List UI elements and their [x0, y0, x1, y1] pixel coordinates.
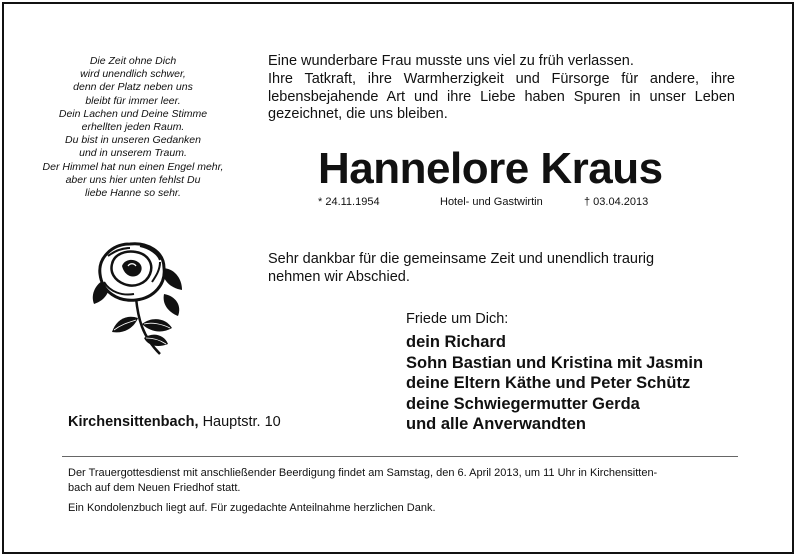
poem-line: und in unserem Traum.	[79, 147, 187, 160]
intro-line: gezeichnet, die uns bleiben.	[268, 106, 448, 123]
service-info	[68, 466, 733, 495]
address-street: Hauptstr. 10	[202, 414, 281, 430]
deceased-name: Hannelore Kraus	[318, 144, 663, 193]
poem-line: Du bist in unseren Gedanken	[64, 134, 201, 147]
family-heading: Friede um Dich:	[406, 311, 509, 327]
occupation: Hotel- und Gastwirtin	[440, 196, 543, 208]
rose-icon	[78, 238, 188, 358]
intro-line: Eine wunderbare Frau musste uns viel zu früh verlassen.	[268, 53, 634, 69]
memorial-poem	[18, 55, 248, 200]
poem-line: Die Zeit ohne Dich	[89, 55, 177, 67]
death-date: † 03.04.2013	[584, 196, 649, 208]
intro-line: Ihre Tatkraft, ihre Warmherzigkeit und Fürsorge für andere, ihre	[268, 70, 735, 87]
farewell-line: nehmen wir Abschied.	[268, 269, 410, 285]
address-town: Kirchensittenbach,	[68, 414, 199, 430]
service-notes	[68, 466, 733, 516]
poem-line: Der Himmel hat nun einen Engel mehr,	[42, 160, 224, 173]
mourner: und alle Anverwandten	[406, 415, 587, 433]
poem-line: wird unendlich schwer,	[80, 68, 186, 81]
condolence-info: Ein Kondolenzbuch liegt auf. Für zugedachte Anteilnahme herzlichen Dank.	[68, 502, 436, 514]
divider-line	[62, 456, 738, 457]
mourners-list	[406, 332, 703, 435]
intro-line: lebensbejahende Art und ihre Liebe haben Spuren in unser Leben	[268, 88, 735, 105]
poem-line: denn der Platz neben uns	[73, 81, 193, 94]
poem-line: bleibt für immer leer.	[85, 94, 181, 107]
service-info-line: Der Trauergottesdienst mit anschließender Beerdigung findet am Samstag, den 6. April 2013, um 11 Uhr in Kirchensitten-	[68, 467, 658, 479]
poem-line: erhellten jeden Raum.	[81, 121, 185, 134]
intro-text	[268, 53, 735, 124]
mourner: dein Richard	[406, 333, 506, 351]
poem-line: liebe Hanne so sehr.	[85, 187, 181, 200]
mourner: deine Eltern Käthe und Peter Schütz	[406, 374, 691, 392]
address	[68, 414, 281, 430]
mourner: deine Schwiegermutter Gerda	[406, 394, 640, 413]
mourner: Sohn Bastian und Kristina mit Jasmin	[406, 353, 704, 372]
service-info-line: bach auf dem Neuen Friedhof statt.	[68, 481, 241, 494]
farewell-line: Sehr dankbar für die gemeinsame Zeit und unendlich traurig	[268, 251, 655, 267]
farewell-text	[268, 250, 654, 286]
birth-date: * 24.11.1954	[318, 196, 380, 208]
poem-line: Dein Lachen und Deine Stimme	[58, 107, 208, 120]
poem-line: aber uns hier unten fehlst Du	[65, 173, 201, 186]
